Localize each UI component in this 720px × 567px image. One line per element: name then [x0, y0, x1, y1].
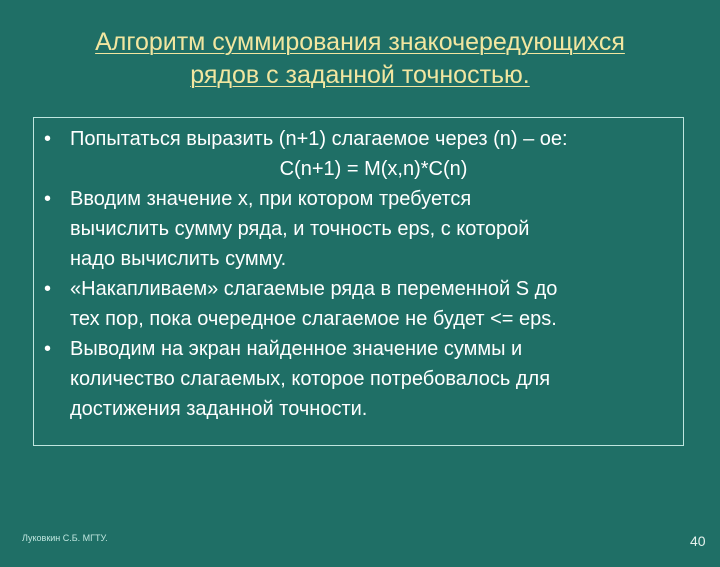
formula: C(n+1) = M(x,n)*C(n) — [279, 158, 468, 180]
bullet-4-line-3: достижения заданной точности. — [70, 398, 368, 420]
bullet-4-line-2: количество слагаемых, которое потребовалось для — [70, 368, 551, 390]
footer-author: Луковкин С.Б. МГТУ. — [22, 533, 108, 543]
content-box — [33, 117, 684, 446]
bullet-2-line-1: Вводим значение х, при котором требуется — [70, 188, 472, 210]
bullet-dot-icon: • — [44, 128, 52, 150]
bullet-4-line-1: Выводим на экран найденное значение суммы и — [70, 338, 523, 360]
slide-title-line-1: Алгоритм суммирования знакочередующихся — [95, 28, 625, 56]
bullet-3-line-1: «Накапливаем» слагаемые ряда в переменной S до — [70, 278, 558, 300]
bullet-dot-icon: • — [44, 188, 52, 210]
slide-title — [40, 26, 680, 92]
bullet-item-3 — [34, 274, 683, 304]
bullet-2-line-3: надо вычислить сумму. — [70, 248, 287, 270]
slide-title-line-2: рядов с заданной точностью. — [190, 61, 530, 89]
bullet-item-4 — [34, 334, 683, 364]
bullet-item-1 — [34, 124, 683, 154]
bullet-item-2 — [34, 184, 683, 214]
bullet-dot-icon: • — [44, 338, 52, 360]
bullet-3-line-2: тех пор, пока очередное слагаемое не будет <= eps. — [70, 308, 557, 330]
bullet-list — [34, 124, 683, 424]
bullet-dot-icon: • — [44, 278, 52, 300]
page-number: 40 — [690, 533, 706, 549]
bullet-2-line-2: вычислить сумму ряда, и точность eps, с которой — [70, 218, 530, 240]
bullet-1-line-1: Попытаться выразить (n+1) слагаемое через (n) – ое: — [70, 128, 568, 150]
